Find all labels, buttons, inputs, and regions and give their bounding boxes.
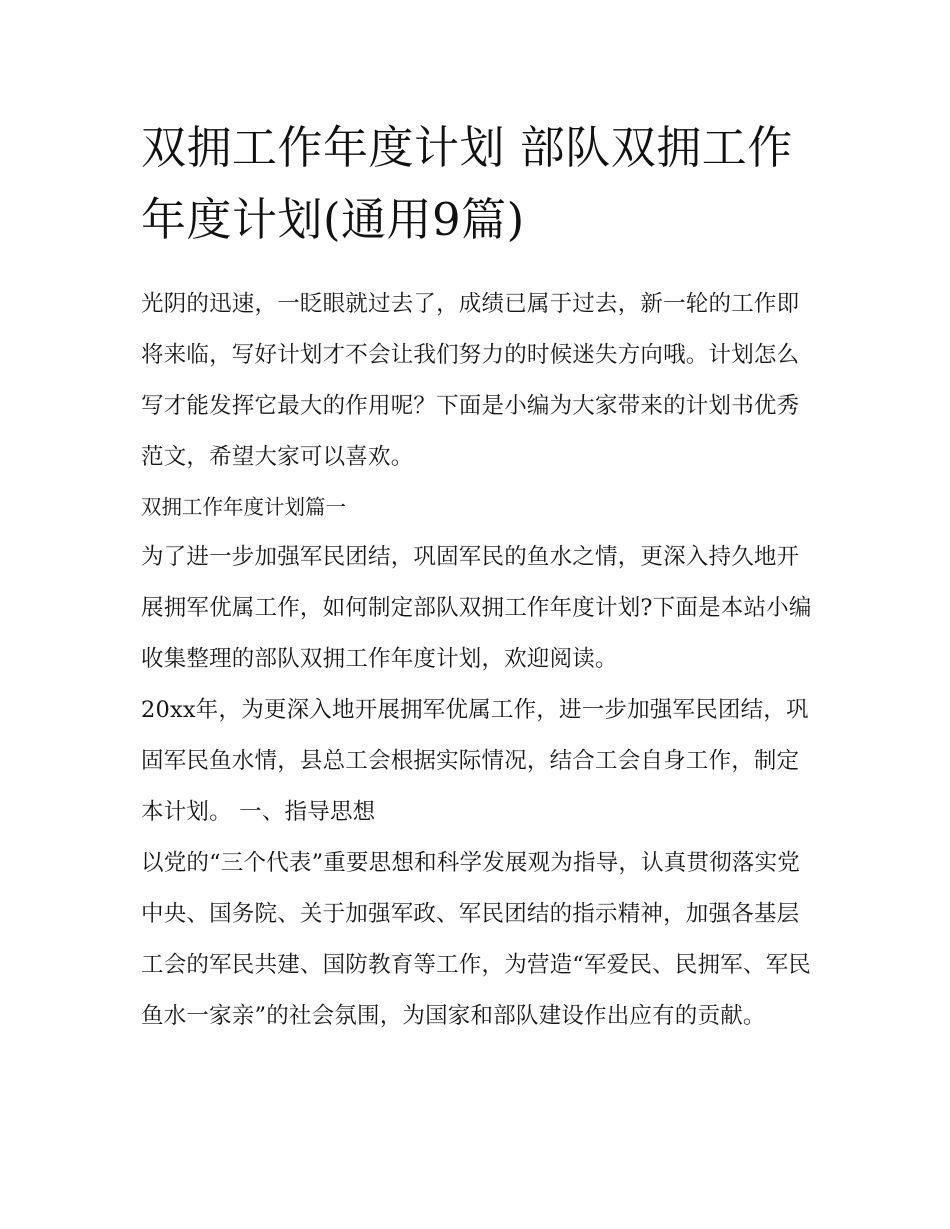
page-title: 双拥工作年度计划 部队双拥工作年度计划(通用9篇): [141, 121, 793, 246]
body-paragraph-1: 为了进一步加强军民团结，巩固军民的鱼水之情，更深入持久地开展拥军优属工作，如何制定部队双拥工作年度计划?下面是本站小编收集整理的部队双拥工作年度计划，欢迎阅读。: [141, 544, 812, 672]
section-heading: 双拥工作年度计划篇一: [141, 495, 346, 519]
body-paragraph-3: 以党的“三个代表”重要思想和科学发展观为指导，认真贯彻落实党中央、国务院、关于加强军政、军民团结的指示精神，加强各基层工会的军民共建、国防教育等工作，为营造“军爱民、民拥军、军民鱼水一家亲”的社会氛围，为国家和部队建设作出应有的贡献。: [141, 850, 812, 1029]
intro-paragraph: 光阴的迅速，一眨眼就过去了，成绩已属于过去，新一轮的工作即将来临，写好计划才不会让我们努力的时候迷失方向哦。计划怎么写才能发挥它最大的作用呢？下面是小编为大家带来的计划书优秀范文，希望大家可以喜欢。: [141, 291, 800, 470]
document-body: [141, 279, 821, 1042]
body-paragraph-2: 20xx年，为更深入地开展拥军优属工作，进一步加强军民团结，巩固军民鱼水情，县总工会根据实际情况，结合工会自身工作，制定本计划。 一、指导思想: [141, 697, 809, 825]
